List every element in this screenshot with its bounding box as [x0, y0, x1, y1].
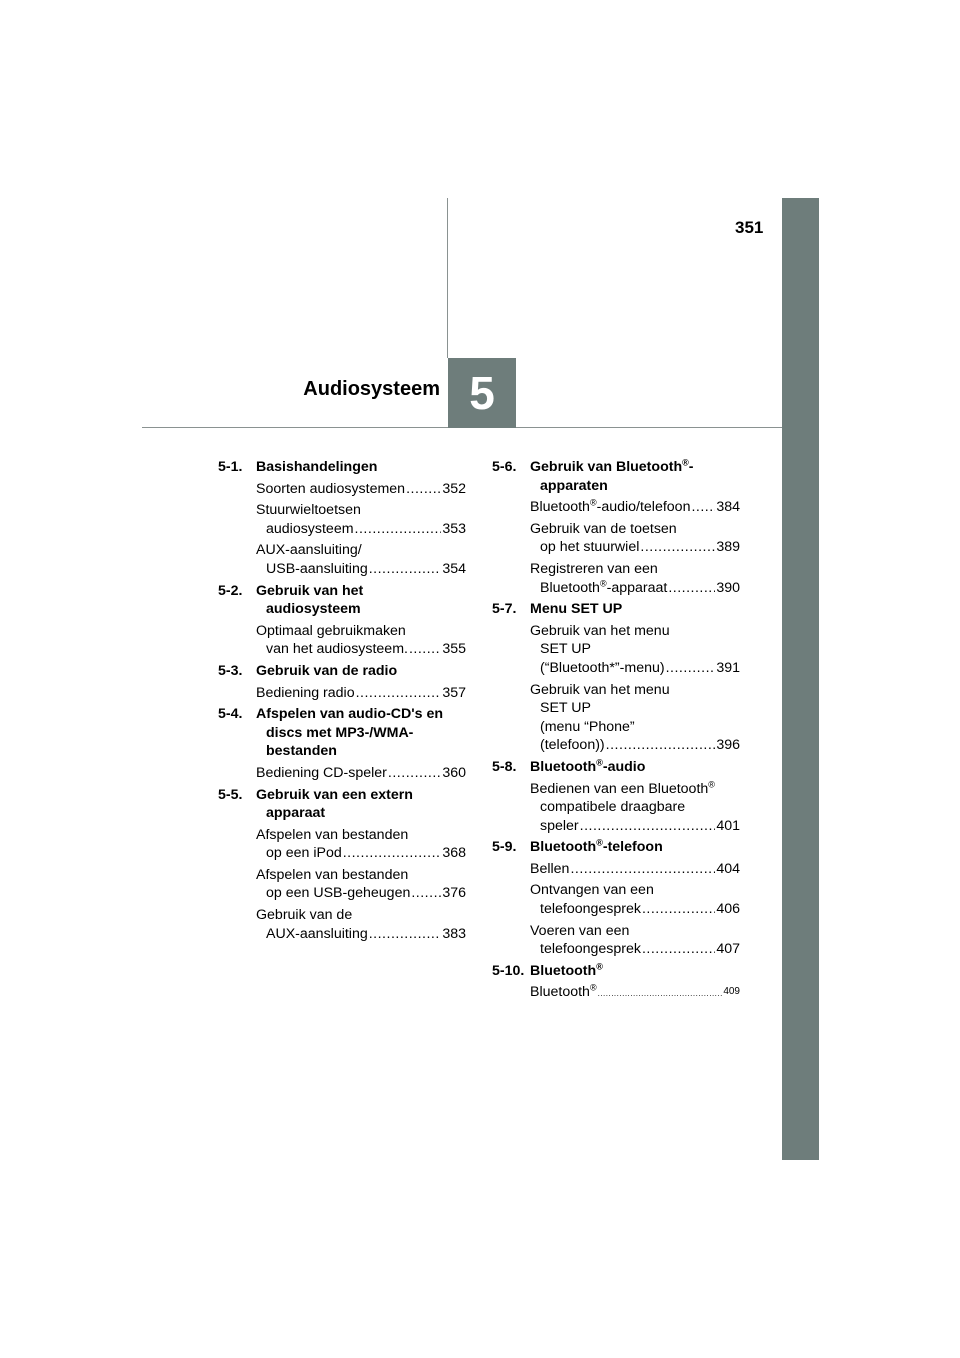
toc-section	[492, 962, 740, 1004]
chapter-number-box: 5	[448, 358, 516, 428]
section-heading[interactable]: 5-10. Bluetooth®	[492, 961, 603, 979]
toc-section	[218, 458, 466, 579]
toc-entry[interactable]: Bedienen van een Bluetooth® compatibele draagbare speler ..... 401	[492, 780, 740, 836]
toc-section	[218, 582, 466, 659]
toc-entry[interactable]: Voeren van een telefoongesprek ..... 407	[492, 922, 740, 959]
section-heading[interactable]: 5-6. Gebruik van Bluetooth®- apparaten	[492, 457, 694, 494]
section-heading[interactable]: 5-7. Menu SET UP	[492, 601, 623, 618]
toc-entry[interactable]: Bluetooth®-audio/telefoon ..... 384	[492, 498, 740, 517]
toc-section	[492, 600, 740, 755]
toc-section	[218, 786, 466, 944]
page-number: 351	[735, 218, 764, 237]
section-heading[interactable]: 5-3. Gebruik van de radio	[218, 662, 398, 679]
toc-entry[interactable]: Soorten audiosystemen ..... 352	[218, 480, 466, 499]
toc-entry[interactable]: Bellen ..... 404	[492, 860, 740, 879]
chapter-sidebar-bar	[782, 198, 819, 1160]
toc-entry[interactable]: Registreren van een Bluetooth®-apparaat ..... 390	[492, 560, 740, 597]
toc-entry[interactable]: Gebruik van het menu SET UP (“Bluetooth*”-menu) ..... 391	[492, 622, 740, 678]
toc-section	[218, 662, 466, 702]
toc-entry[interactable]: Bediening CD-speler ..... 360	[218, 764, 466, 783]
toc-entry[interactable]: Optimaal gebruikmaken van het audiosysteem. ..... 355	[218, 622, 466, 659]
toc-section	[492, 838, 740, 959]
toc-entry[interactable]: Stuurwieltoetsen audiosysteem ..... 353	[218, 501, 466, 538]
section-heading[interactable]: 5-4. Afspelen van audio-CD's en discs met MP3-/WMA- bestanden	[218, 706, 444, 760]
section-heading[interactable]: 5-9. Bluetooth®-telefoon	[492, 837, 663, 856]
header-vertical-rule	[447, 198, 448, 358]
toc-entry[interactable]: Gebruik van de toetsen op het stuurwiel ..... 389	[492, 520, 740, 557]
toc-section	[218, 705, 466, 782]
toc-entry[interactable]: Ontvangen van een telefoongesprek ..... 406	[492, 881, 740, 918]
toc-left-column	[218, 458, 466, 946]
toc-section	[492, 458, 740, 597]
toc-entry[interactable]: Afspelen van bestanden op een iPod ..... 368	[218, 826, 466, 863]
toc-entry[interactable]: Bediening radio ..... 357	[218, 684, 466, 703]
toc-entry[interactable]: Gebruik van de AUX-aansluiting ..... 383	[218, 906, 466, 943]
section-heading[interactable]: 5-8. Bluetooth®-audio	[492, 757, 646, 775]
toc-entry[interactable]: Afspelen van bestanden op een USB-geheugen ..... 376	[218, 866, 466, 903]
toc-right-column	[492, 458, 740, 1007]
chapter-title: Audiosysteem	[303, 378, 440, 400]
toc-section	[492, 758, 740, 835]
toc-entry[interactable]: Gebruik van het menu SET UP (menu “Phone” (telefoon)) ..... 396	[492, 681, 740, 755]
section-heading[interactable]: 5-1. Basishandelingen	[218, 459, 378, 475]
toc-entry[interactable]: AUX-aansluiting/ USB-aansluiting ..... 354	[218, 541, 466, 578]
section-heading[interactable]: 5-5. Gebruik van een extern apparaat	[218, 786, 413, 822]
section-heading[interactable]: 5-2. Gebruik van het audiosysteem	[218, 582, 364, 618]
toc-entry[interactable]: Bluetooth® ..... 409	[492, 983, 740, 1004]
